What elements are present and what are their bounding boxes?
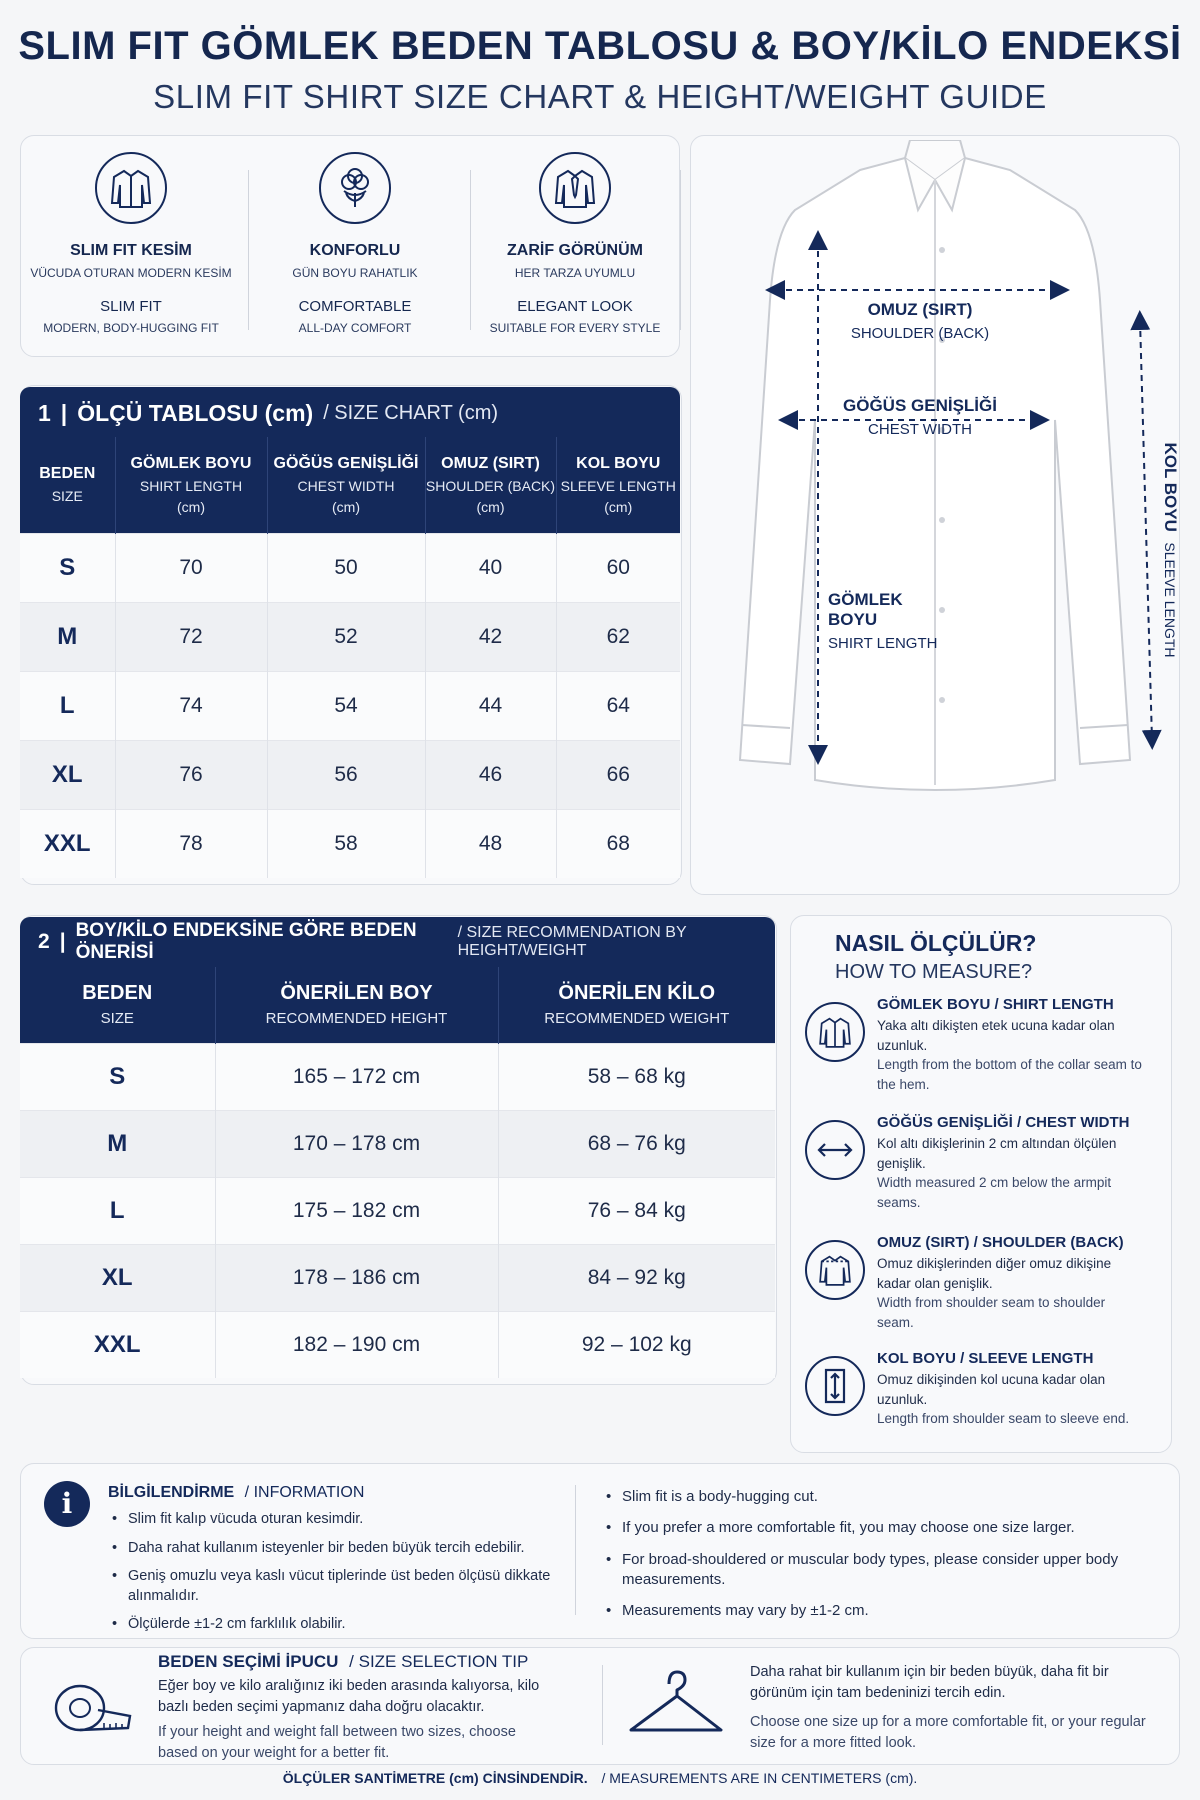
measure-item-heading: GÖĞÜS GENİŞLİĞİ / CHEST WIDTH xyxy=(877,1114,1130,1131)
size-tip-heading xyxy=(158,1652,528,1672)
information-heading xyxy=(108,1484,364,1502)
column-header: ÖNERİLEN KİLO RECOMMENDED WEIGHT xyxy=(498,967,775,1043)
hanger-icon xyxy=(625,1668,727,1740)
feature-comfortable xyxy=(250,152,460,335)
measure-item-tr: Omuz dikişinden kol ucuna kadar olan uzunluk. xyxy=(877,1372,1106,1407)
measure-item-heading: GÖMLEK BOYU / SHIRT LENGTH xyxy=(877,996,1114,1013)
size-chart-table xyxy=(20,437,680,878)
shirt-icon xyxy=(805,1002,865,1062)
size-chart-title: ÖLÇÜ TABLOSU (cm) xyxy=(77,399,314,426)
list-item: • If you prefer a more comfortable fit, you may choose one size larger. xyxy=(606,1518,1126,1538)
measure-item-en: Width measured 2 cm below the armpit seams. xyxy=(877,1175,1112,1210)
recommendation-title: BOY/KİLO ENDEKSİNE GÖRE BEDEN ÖNERİSİ xyxy=(75,920,417,963)
size-chart-title-en: / SIZE CHART (cm) xyxy=(323,401,499,424)
feature-slim-fit xyxy=(26,152,236,335)
divider xyxy=(575,1485,576,1615)
recommendation-title-en: / SIZE RECOMMENDATION BY HEIGHT/WEIGHT xyxy=(457,924,687,959)
table-row: M 72 52 42 62 xyxy=(20,602,680,671)
list-item: • Slim fit kalıp vücuda oturan kesimdir. xyxy=(112,1510,562,1530)
feature-tr-sub: VÜCUDA OTURAN MODERN KESİM xyxy=(30,266,232,280)
divider xyxy=(248,170,249,330)
feature-tr-sub: GÜN BOYU RAHATLIK xyxy=(292,266,418,280)
shirt-shoulder-icon xyxy=(805,1240,865,1300)
how-to-measure-panel xyxy=(790,915,1172,1453)
table-row: XL 178 – 186 cm 84 – 92 kg xyxy=(20,1244,775,1311)
measure-item-chest-width xyxy=(805,1114,1145,1212)
table-row: S 70 50 40 60 xyxy=(20,533,680,602)
feature-tr-title: ZARİF GÖRÜNÜM xyxy=(507,242,643,259)
list-item: • Slim fit is a body-hugging cut. xyxy=(606,1487,1126,1507)
measure-item-tr: Yaka altı dikişten etek ucuna kadar olan uzunluk. xyxy=(877,1018,1115,1053)
size-tip-text-en: If your height and weight fall between two sizes, choose based on your weight for a better fit. xyxy=(158,1724,516,1762)
column-header: BEDEN SIZE xyxy=(20,437,115,533)
shoulder-label-tr: OMUZ (SIRT) xyxy=(867,300,973,319)
info-icon: i xyxy=(44,1481,90,1527)
length-label-tr: GÖMLEK BOYU xyxy=(828,590,903,629)
feature-en-sub: ALL-DAY COMFORT xyxy=(298,321,412,335)
measure-item-en: Length from shoulder seam to sleeve end. xyxy=(877,1411,1130,1427)
recommendation-header: 2 | BOY/KİLO ENDEKSİNE GÖRE BEDEN ÖNERİSİ / SIZE RECOMMENDATION BY HEIGHT/WEIGHT xyxy=(20,917,775,967)
cotton-flower-icon xyxy=(319,152,391,224)
measure-item-en: Length from the bottom of the collar seam to the hem. xyxy=(877,1057,1142,1092)
information-list-en xyxy=(606,1487,1126,1632)
shoulder-label xyxy=(845,300,995,342)
column-header: ÖNERİLEN BOY RECOMMENDED HEIGHT xyxy=(215,967,498,1043)
footer-en: / MEASUREMENTS ARE IN CENTIMETERS (cm). xyxy=(601,1770,918,1786)
list-item: • Geniş omuzlu veya kaslı vücut tiplerinde üst beden ölçüsü dikkate alınmalıdır. xyxy=(112,1567,562,1606)
length-label xyxy=(828,590,953,652)
shirt-illustration xyxy=(690,140,1180,800)
size-chart-header: 1 | ÖLÇÜ TABLOSU (cm) / SIZE CHART (cm) xyxy=(20,387,680,439)
size-tip-text-tr: Eğer boy ve kilo aralığınız iki beden arasında kalıyorsa, kilo bazlı beden seçimi yapmanız daha doğru olacaktır. xyxy=(158,1678,540,1716)
feature-tr-sub: HER TARZA UYUMLU xyxy=(514,266,636,280)
column-header: KOL BOYU SLEEVE LENGTH (cm) xyxy=(556,437,680,533)
feature-tr-title: SLIM FIT KESİM xyxy=(70,242,192,259)
information-heading-en: / INFORMATION xyxy=(244,1484,365,1501)
footer-tr: ÖLÇÜLER SANTİMETRE (cm) CİNSİNDENDİR. xyxy=(282,1770,588,1786)
table-header-row xyxy=(20,967,775,1043)
information-heading-tr: BİLGİLENDİRME xyxy=(108,1484,235,1501)
feature-elegant xyxy=(470,152,680,335)
size-tip-heading-en: / SIZE SELECTION TIP xyxy=(349,1652,529,1671)
length-label-en: SHIRT LENGTH xyxy=(828,635,938,652)
feature-en-sub: MODERN, BODY-HUGGING FIT xyxy=(43,321,219,335)
measure-item-heading: OMUZ (SIRT) / SHOULDER (BACK) xyxy=(877,1234,1124,1251)
column-header: BEDEN SIZE xyxy=(20,967,215,1043)
feature-tr-title: KONFORLU xyxy=(309,242,401,259)
feature-en-title: SLIM FIT xyxy=(100,298,162,315)
page-title: SLIM FIT GÖMLEK BEDEN TABLOSU & BOY/KİLO ENDEKSİ xyxy=(18,24,1182,68)
double-arrow-icon xyxy=(805,1120,865,1180)
measure-item-shirt-length xyxy=(805,996,1145,1094)
sleeve-label xyxy=(1160,420,1180,680)
section-number: 2 xyxy=(38,930,50,953)
recommendation-table xyxy=(20,967,775,1378)
table-row: S 165 – 172 cm 58 – 68 kg xyxy=(20,1043,775,1110)
chest-label xyxy=(835,396,1005,438)
size-tip-right-tr: Daha rahat bir kullanım için bir beden büyük, daha fit bir görünüm için tam bedeninizi tercih edin. xyxy=(750,1664,1109,1702)
sleeve-label-en: SLEEVE LENGTH xyxy=(1162,542,1178,658)
table-row: L 175 – 182 cm 76 – 84 kg xyxy=(20,1177,775,1244)
measure-item-heading: KOL BOYU / SLEEVE LENGTH xyxy=(877,1350,1094,1367)
feature-en-sub: SUITABLE FOR EVERY STYLE xyxy=(489,321,661,335)
table-row: XXL 78 58 48 68 xyxy=(20,809,680,878)
table-row: M 170 – 178 cm 68 – 76 kg xyxy=(20,1110,775,1177)
chest-label-tr: GÖĞÜS GENİŞLİĞİ xyxy=(843,396,997,415)
table-row: L 74 54 44 64 xyxy=(20,671,680,740)
chest-label-en: CHEST WIDTH xyxy=(868,421,972,438)
divider xyxy=(680,170,681,330)
section-number: 1 xyxy=(38,399,51,426)
size-tip-heading-tr: BEDEN SEÇİMİ İPUCU xyxy=(158,1652,339,1671)
shirt-tie-icon xyxy=(539,152,611,224)
sleeve-label-tr: KOL BOYU xyxy=(1161,442,1180,532)
table-header-row xyxy=(20,437,680,533)
divider xyxy=(602,1665,603,1745)
table-row: XXL 182 – 190 cm 92 – 102 kg xyxy=(20,1311,775,1378)
list-item: • Daha rahat kullanım isteyenler bir beden büyük tercih edebilir. xyxy=(112,1539,562,1559)
list-item: • Ölçülerde ±1-2 cm farklılık olabilir. xyxy=(112,1615,562,1635)
column-header: GÖĞÜS GENİŞLİĞİ CHEST WIDTH (cm) xyxy=(267,437,425,533)
table-row: XL 76 56 46 66 xyxy=(20,740,680,809)
measure-item-shoulder xyxy=(805,1234,1145,1332)
feature-en-title: ELEGANT LOOK xyxy=(517,298,633,315)
column-header: GÖMLEK BOYU SHIRT LENGTH (cm) xyxy=(115,437,267,533)
page-subtitle: SLIM FIT SHIRT SIZE CHART & HEIGHT/WEIGHT GUIDE xyxy=(153,78,1047,115)
measure-item-tr: Omuz dikişlerinden diğer omuz dikişine kadar olan genişlik. xyxy=(877,1256,1112,1291)
information-list-tr xyxy=(112,1510,562,1644)
list-item: • For broad-shouldered or muscular body types, please consider upper body measurements. xyxy=(606,1550,1126,1591)
measure-item-sleeve xyxy=(805,1350,1145,1429)
sleeve-icon xyxy=(805,1356,865,1416)
list-item: • Measurements may vary by ±1-2 cm. xyxy=(606,1601,1126,1621)
how-to-measure-subtitle: HOW TO MEASURE? xyxy=(835,961,1033,983)
size-tip-right-en: Choose one size up for a more comfortable fit, or your regular size for a more fitted look. xyxy=(750,1714,1146,1752)
measuring-tape-icon xyxy=(52,1680,134,1742)
footer-note xyxy=(0,1770,1200,1786)
shirt-icon xyxy=(95,152,167,224)
how-to-measure-title: NASIL ÖLÇÜLÜR? xyxy=(835,930,1037,956)
measure-item-tr: Kol altı dikişlerinin 2 cm altından ölçülen genişlik. xyxy=(877,1136,1117,1171)
column-header: OMUZ (SIRT) SHOULDER (BACK) (cm) xyxy=(425,437,556,533)
feature-en-title: COMFORTABLE xyxy=(298,298,412,315)
measure-item-en: Width from shoulder seam to shoulder seam. xyxy=(877,1295,1106,1330)
shoulder-label-en: SHOULDER (BACK) xyxy=(850,325,990,342)
